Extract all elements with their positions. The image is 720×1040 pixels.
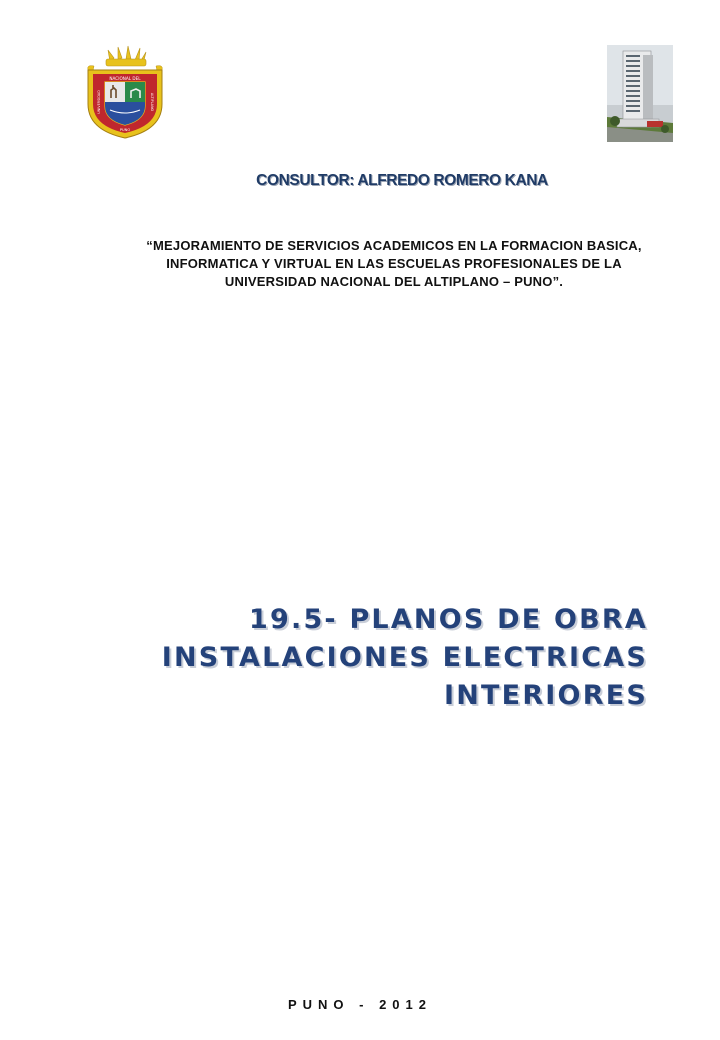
footer-location-year: PUNO - 2012 [287, 997, 433, 1012]
svg-text:PUNO: PUNO [119, 128, 131, 132]
building-render-image [607, 45, 673, 142]
section-title [88, 601, 648, 715]
svg-text:UNIVERSIDAD: UNIVERSIDAD [97, 90, 101, 114]
section-title-line-2: INSTALACIONES ELECTRICAS [161, 642, 648, 673]
section-title-line-3: INTERIORES [444, 680, 648, 711]
project-title: “MEJORAMIENTO DE SERVICIOS ACADEMICOS EN LA FORMACION BASICA, INFORMATICA Y VIRTUAL EN LAS ESCUELAS PROFESIONALES DE LA UNIVERSIDAD NACIONAL DEL ALTIPLANO – PUNO”. [146, 238, 642, 289]
consultor-heading: CONSULTOR: ALFREDO ROMERO KANA [256, 172, 548, 189]
section-title-line-1: 19.5- PLANOS DE OBRA [249, 604, 648, 635]
university-seal-icon [80, 44, 170, 140]
svg-text:NACIONAL DEL: NACIONAL DEL [109, 76, 141, 81]
svg-text:ALTIPLANO: ALTIPLANO [150, 92, 154, 112]
